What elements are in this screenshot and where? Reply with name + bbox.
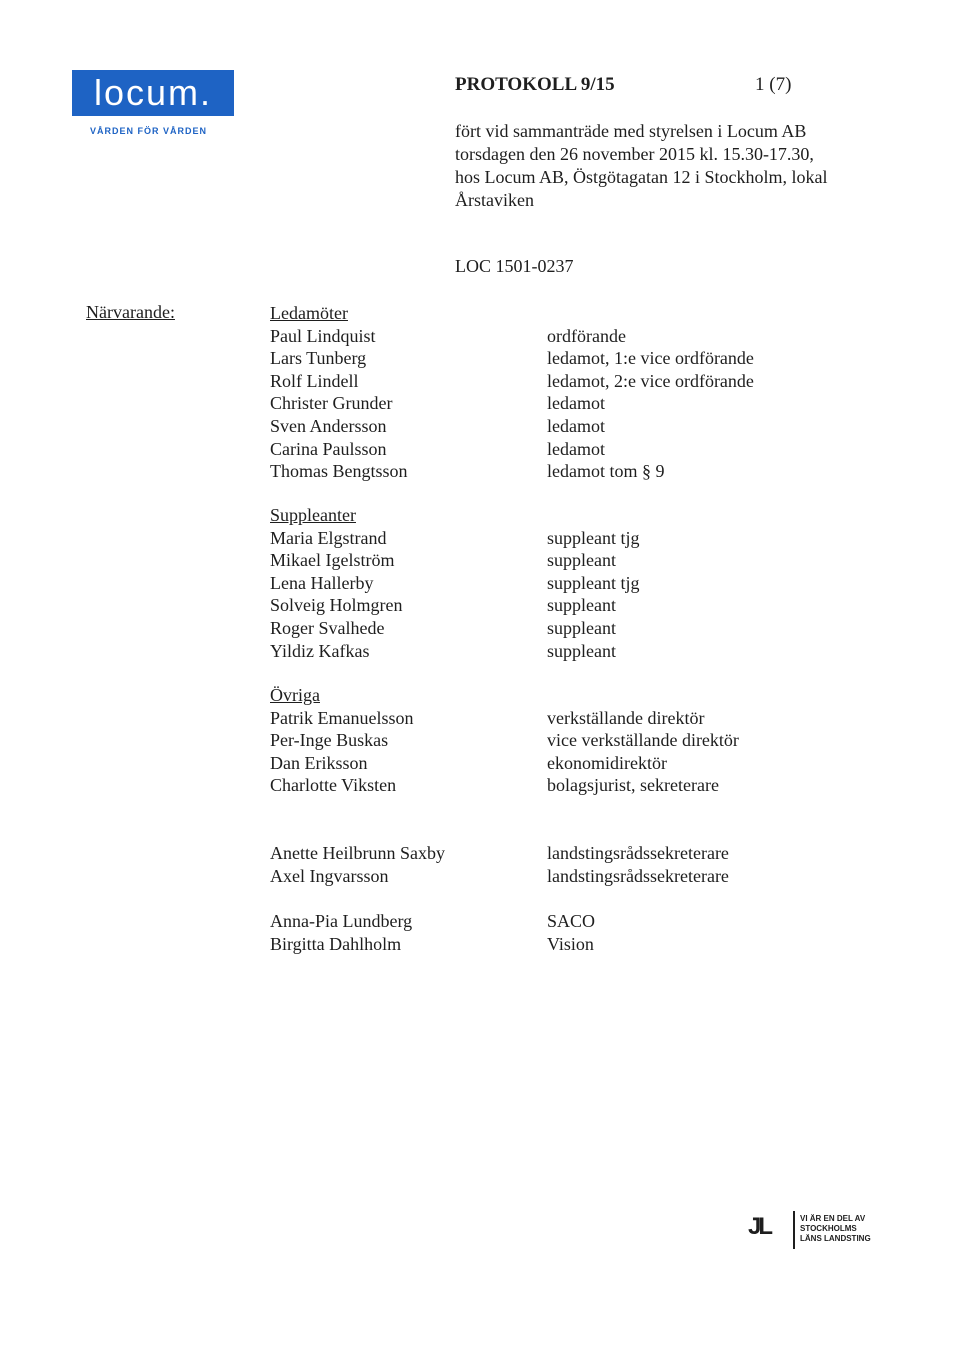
document-reference: LOC 1501-0237	[455, 256, 574, 276]
intro-line: hos Locum AB, Östgötagatan 12 i Stockholm, lokal	[455, 167, 828, 187]
deputy-roles	[547, 527, 640, 663]
deputy-name: Roger Svalhede	[270, 617, 385, 638]
deputy-name: Maria Elgstrand	[270, 527, 387, 548]
board-member-role: ledamot	[547, 415, 605, 436]
board-names	[270, 302, 408, 483]
other-roles	[547, 707, 739, 797]
other-name: Per-Inge Buskas	[270, 730, 389, 751]
landsting-logo-mark: JL	[748, 1213, 771, 1240]
board-member-role: ledamot tom § 9	[547, 461, 665, 482]
other-name: Dan Eriksson	[270, 752, 368, 773]
board-member-role: ledamot, 2:e vice ordförande	[547, 370, 754, 391]
other-role: vice verkställande direktör	[547, 730, 739, 751]
secretary-role: landstingsrådssekreterare	[547, 865, 729, 886]
deputy-role: suppleant	[547, 640, 616, 661]
board-member-name: Christer Grunder	[270, 393, 393, 414]
deputy-role: suppleant	[547, 617, 616, 638]
board-member-name: Paul Lindquist	[270, 325, 376, 346]
secretary-roles	[547, 842, 729, 887]
landsting-logo-text	[800, 1214, 871, 1244]
deputy-role: suppleant	[547, 550, 616, 571]
board-heading: Ledamöter	[270, 303, 348, 323]
deputy-role: suppleant	[547, 595, 616, 616]
secretary-name: Anette Heilbrunn Saxby	[270, 843, 445, 863]
attendance-label: Närvarande:	[86, 302, 175, 322]
other-role: bolagsjurist, sekreterare	[547, 775, 719, 796]
intro-line: torsdagen den 26 november 2015 kl. 15.30-17.30,	[455, 144, 814, 164]
other-name: Patrik Emanuelsson	[270, 707, 414, 728]
deputy-name: Lena Hallerby	[270, 572, 374, 593]
union-name: Vision	[547, 933, 594, 954]
board-roles	[547, 325, 754, 483]
board-member-role: ledamot	[547, 393, 605, 414]
deputy-name: Yildiz Kafkas	[270, 640, 370, 661]
logo-tagline: VÅRDEN FÖR VÅRDEN	[90, 126, 208, 136]
page-number: 1 (7)	[755, 74, 792, 95]
board-member-role: ledamot, 1:e vice ordförande	[547, 348, 754, 369]
intro-line: Årstaviken	[455, 190, 534, 210]
others-heading: Övriga	[270, 685, 320, 705]
secretary-names	[270, 842, 445, 887]
document-title: PROTOKOLL 9/15	[455, 74, 615, 95]
deputy-name: Solveig Holmgren	[270, 595, 403, 616]
footer-line: VI ÄR EN DEL AV	[800, 1214, 866, 1223]
meeting-intro	[455, 120, 827, 212]
footer-line: LÄNS LANDSTING	[800, 1234, 871, 1243]
deputy-names	[270, 504, 403, 662]
union-name: SACO	[547, 911, 596, 931]
union-names	[270, 910, 412, 955]
board-member-role: ordförande	[547, 325, 626, 346]
union-roles	[547, 910, 595, 955]
intro-line: fört vid sammanträde med styrelsen i Locum AB	[455, 121, 807, 141]
union-rep-name: Birgitta Dahlholm	[270, 933, 402, 954]
other-role: verkställande direktör	[547, 707, 705, 728]
union-rep-name: Anna-Pia Lundberg	[270, 911, 413, 931]
other-names	[270, 684, 413, 797]
board-member-name: Sven Andersson	[270, 415, 387, 436]
footer-line: STOCKHOLMS	[800, 1224, 857, 1233]
other-name: Charlotte Viksten	[270, 775, 397, 796]
secretary-name: Axel Ingvarsson	[270, 865, 389, 886]
board-member-role: ledamot	[547, 438, 605, 459]
other-role: ekonomidirektör	[547, 752, 667, 773]
deputy-role: suppleant tjg	[547, 572, 640, 593]
board-member-name: Thomas Bengtsson	[270, 461, 408, 482]
footer-divider	[793, 1211, 795, 1249]
deputies-heading: Suppleanter	[270, 505, 356, 525]
board-member-name: Lars Tunberg	[270, 348, 367, 369]
secretary-role: landstingsrådssekreterare	[547, 843, 729, 863]
board-member-name: Rolf Lindell	[270, 370, 359, 391]
board-member-name: Carina Paulsson	[270, 438, 387, 459]
deputy-role: suppleant tjg	[547, 527, 640, 548]
deputy-name: Mikael Igelström	[270, 550, 395, 571]
locum-logo: locum.	[72, 70, 234, 116]
